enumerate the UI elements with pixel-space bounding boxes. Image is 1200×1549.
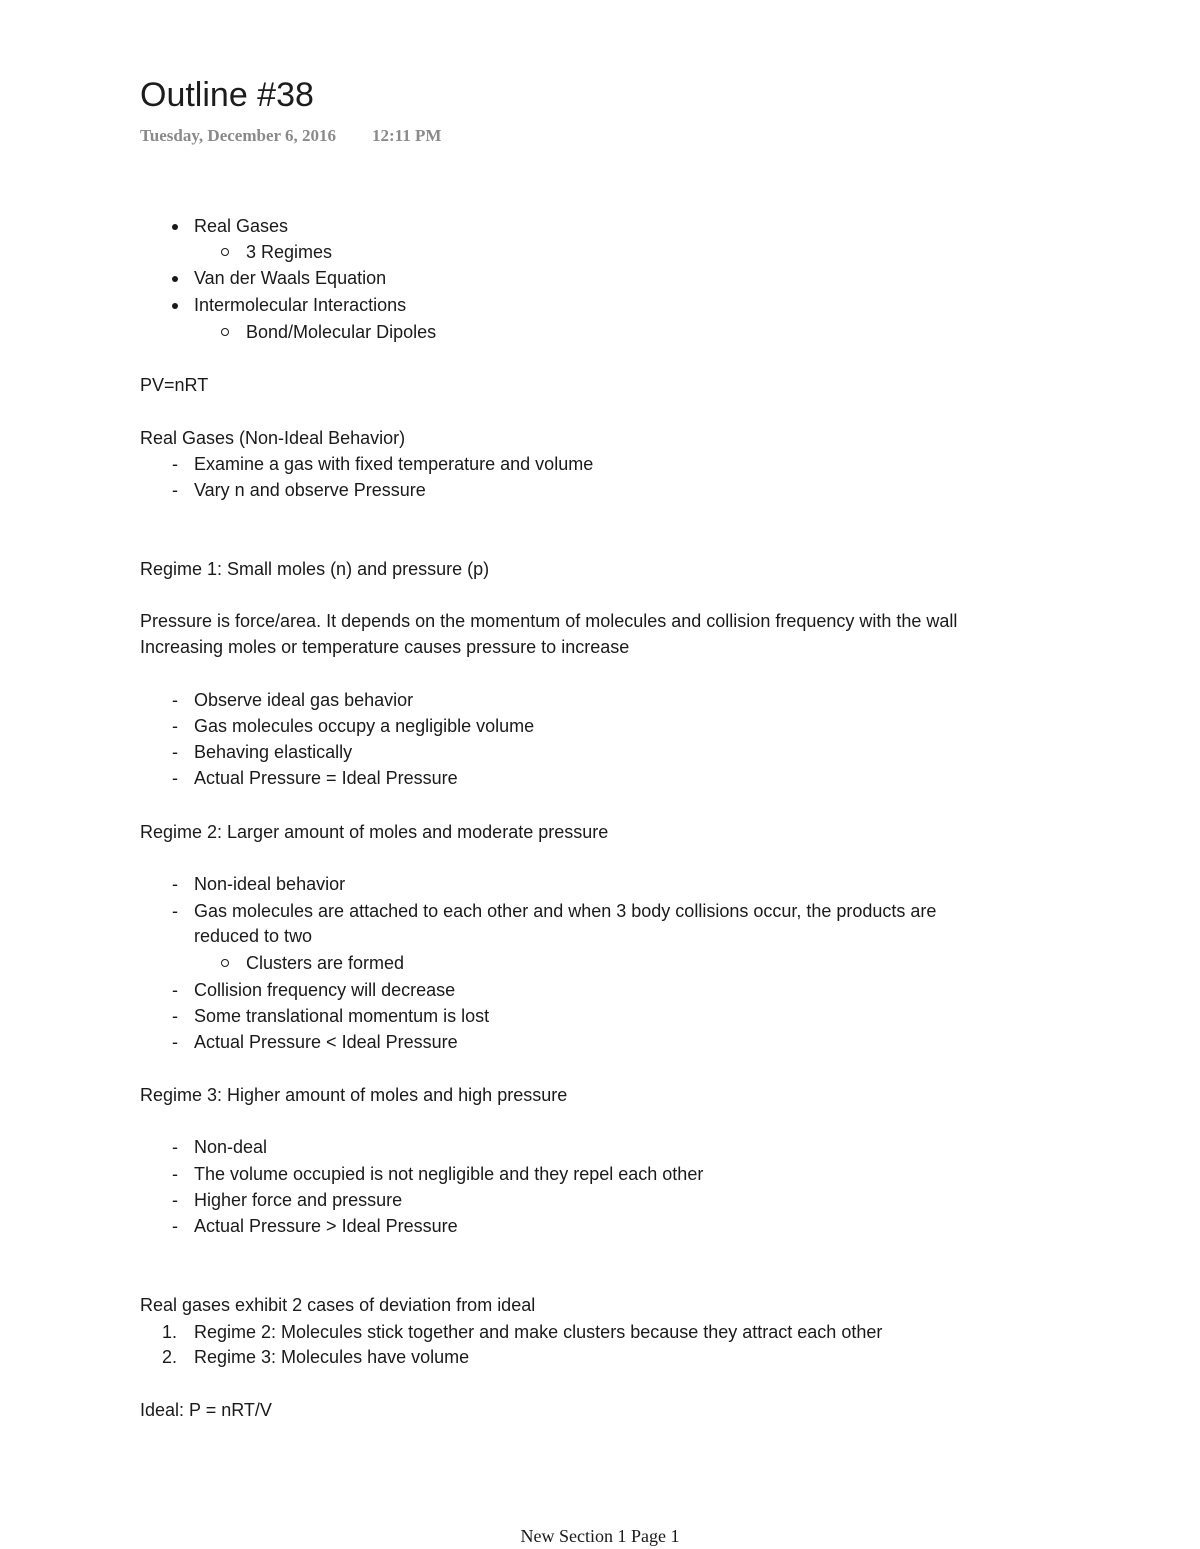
list-item: - Actual Pressure > Ideal Pressure bbox=[194, 1214, 458, 1238]
page-footer: New Section 1 Page 1 bbox=[520, 1526, 680, 1546]
list-item: - Non-ideal behavior bbox=[194, 872, 345, 896]
numbered-item: Regime 3: Molecules have volume bbox=[194, 1347, 470, 1367]
outline-item: Intermolecular Interactions bbox=[194, 295, 407, 315]
paragraph: Pressure is force/area. It depends on the momentum of molecules and collision frequency with the wall bbox=[140, 611, 958, 631]
outline-item: Van der Waals Equation bbox=[194, 268, 387, 288]
list-item: - Collision frequency will decrease bbox=[194, 978, 455, 1002]
list-item: - Actual Pressure = Ideal Pressure bbox=[194, 766, 458, 790]
list-item: - Actual Pressure < Ideal Pressure bbox=[194, 1030, 458, 1054]
list-item: - The volume occupied is not negligible and they repel each other bbox=[194, 1162, 703, 1186]
page-date: Tuesday, December 6, 2016 bbox=[140, 126, 336, 145]
section-heading: Regime 3: Higher amount of moles and high pressure bbox=[140, 1085, 568, 1105]
list-number: 1. bbox=[162, 1322, 178, 1342]
section-heading: Regime 1: Small moles (n) and pressure (p) bbox=[140, 559, 490, 579]
list-item: - Non-deal bbox=[194, 1135, 267, 1159]
list-subitem: Clusters are formed bbox=[246, 953, 405, 973]
equation: PV=nRT bbox=[140, 375, 209, 395]
list-item: - Some translational momentum is lost bbox=[194, 1004, 489, 1028]
section-heading: Real Gases (Non-Ideal Behavior) bbox=[140, 428, 406, 448]
list-item: - Examine a gas with fixed temperature and volume bbox=[194, 452, 593, 476]
list-item: - Behaving elastically bbox=[194, 740, 352, 764]
outline-subitem: Bond/Molecular Dipoles bbox=[246, 322, 437, 342]
page-title: Outline #38 bbox=[140, 76, 314, 114]
list-item: - Observe ideal gas behavior bbox=[194, 688, 413, 712]
list-item: - Gas molecules are attached to each other and when 3 body collisions occur, the products are bbox=[194, 899, 936, 923]
section-heading: Regime 2: Larger amount of moles and moderate pressure bbox=[140, 822, 609, 842]
list-item: - Gas molecules occupy a negligible volume bbox=[194, 714, 534, 738]
list-item: - Vary n and observe Pressure bbox=[194, 478, 426, 502]
paragraph: Increasing moles or temperature causes pressure to increase bbox=[140, 637, 630, 657]
outline-item: Real Gases bbox=[194, 216, 289, 236]
numbered-item: Regime 2: Molecules stick together and make clusters because they attract each other bbox=[194, 1322, 883, 1342]
list-item-continuation: reduced to two bbox=[194, 926, 313, 946]
outline-subitem: 3 Regimes bbox=[246, 242, 333, 262]
list-item: - Higher force and pressure bbox=[194, 1188, 402, 1212]
page-time: 12:11 PM bbox=[371, 126, 442, 145]
list-number: 2. bbox=[162, 1347, 178, 1367]
page-timestamp bbox=[140, 126, 441, 146]
ideal-equation: Ideal: P = nRT/V bbox=[140, 1400, 272, 1420]
section-heading: Real gases exhibit 2 cases of deviation from ideal bbox=[140, 1295, 536, 1315]
